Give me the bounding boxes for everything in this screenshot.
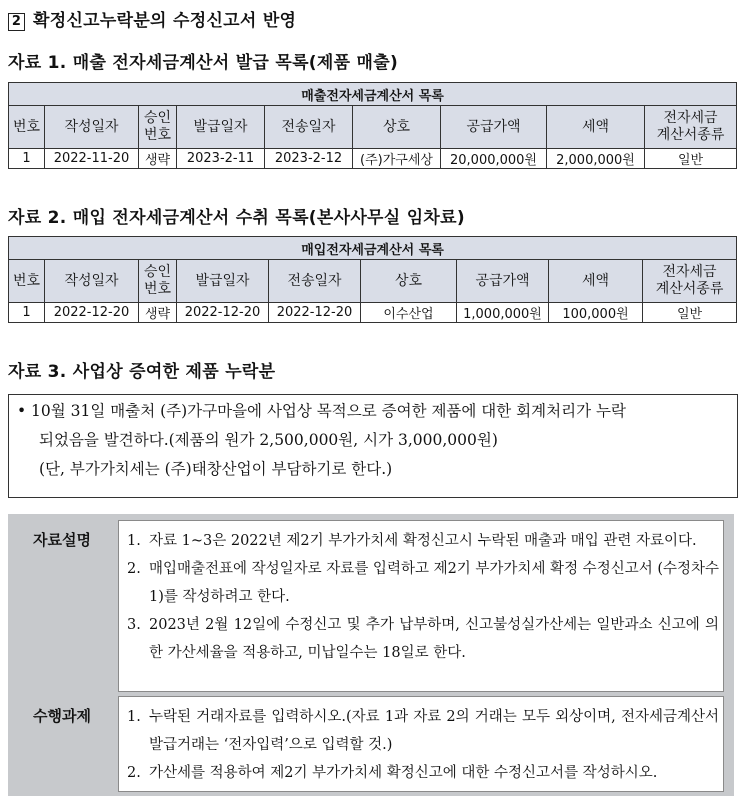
table-cell: 생략 <box>139 303 177 323</box>
section-number: 2 <box>8 13 25 31</box>
gift-text-2: 되었음을 발견하다.(제품의 원가 2,500,000원, 시가 3,000,000원) <box>39 431 498 449</box>
column-header: 세액 <box>549 260 643 303</box>
column-header: 공급가액 <box>441 106 547 149</box>
task-item: 2. 가산세를 적용하여 제2기 부가가치세 확정신고에 대한 수정신고서를 작성하시오. <box>127 765 658 781</box>
sales-invoice-table <box>8 82 737 169</box>
column-header: 전송일자 <box>269 260 361 303</box>
table-cell: 2,000,000원 <box>547 149 645 169</box>
column-header: 발급일자 <box>177 260 269 303</box>
section-title-text: 확정신고누락분의 수정신고서 반영 <box>33 11 297 31</box>
table-cell: 일반 <box>645 149 737 169</box>
column-header: 전송일자 <box>265 106 353 149</box>
column-header: 발급일자 <box>177 106 265 149</box>
table-cell: 2023-2-12 <box>265 149 353 169</box>
table-row <box>9 303 737 323</box>
table-cell: (주)가구세상 <box>353 149 441 169</box>
explanation-box <box>118 520 724 692</box>
table-cell: 2022-12-20 <box>269 303 361 323</box>
bullet: • <box>17 402 27 420</box>
column-header: 승인 번호 <box>139 106 177 149</box>
table-row <box>9 149 737 169</box>
gift-omission-box <box>8 394 738 498</box>
table-cell: 2023-2-11 <box>177 149 265 169</box>
table-cell: 1 <box>9 303 45 323</box>
table-caption: 매입전자세금계산서 목록 <box>9 237 737 260</box>
column-header: 번호 <box>9 260 45 303</box>
table-cell: 100,000원 <box>549 303 643 323</box>
explanation-item: 2. 매입매출전표에 작성일자로 자료를 입력하고 제2기 부가가치세 확정 수정신고서 (수정차수 1)를 작성하려고 한다. <box>127 561 720 605</box>
column-header: 승인 번호 <box>139 260 177 303</box>
tasks-label: 수행과제 <box>33 707 91 725</box>
gift-text-1: 10월 31일 매출처 (주)가구마을에 사업상 목적으로 증여한 제품에 대한 회계처리가 누락 <box>31 402 626 420</box>
column-header: 상호 <box>353 106 441 149</box>
table-cell: 2022-12-20 <box>45 303 139 323</box>
table-cell: 1 <box>9 149 45 169</box>
table-cell: 이수산업 <box>361 303 457 323</box>
column-header: 세액 <box>547 106 645 149</box>
table-caption: 매출전자세금계산서 목록 <box>9 83 737 106</box>
gift-text-3: (단, 부가가치세는 (주)태창산업이 부담하기로 한다.) <box>39 460 393 478</box>
table-header-row <box>9 106 737 149</box>
table-cell: 일반 <box>643 303 737 323</box>
table-cell: 생략 <box>139 149 177 169</box>
explanation-item: 3. 2023년 2월 12일에 수정신고 및 추가 납부하며, 신고불성실가산세는 일반과소 신고에 의한 가산세율을 적용하고, 미납일수는 18일로 한다. <box>127 617 719 661</box>
column-header: 전자세금 계산서종류 <box>645 106 737 149</box>
explanation-label: 자료설명 <box>33 531 91 549</box>
table-cell: 1,000,000원 <box>457 303 549 323</box>
table-cell: 2022-11-20 <box>45 149 139 169</box>
task-item: 1. 누락된 거래자료를 입력하시오.(자료 1과 자료 2의 거래는 모두 외상이며, 전자세금계산서 발급거래는 ‘전자입력’으로 입력할 것.) <box>127 709 719 753</box>
explanation-item: 1. 자료 1~3은 2022년 제2기 부가가치세 확정신고시 누락된 매출과 매입 관련 자료이다. <box>127 533 697 549</box>
column-header: 번호 <box>9 106 45 149</box>
tasks-box <box>118 696 724 792</box>
material1-heading: 자료 1. 매출 전자세금계산서 발급 목록(제품 매출) <box>8 53 399 73</box>
column-header: 상호 <box>361 260 457 303</box>
material2-heading: 자료 2. 매입 전자세금계산서 수취 목록(본사사무실 임차료) <box>8 208 465 228</box>
material3-heading: 자료 3. 사업상 증여한 제품 누락분 <box>8 362 276 382</box>
column-header: 전자세금 계산서종류 <box>643 260 737 303</box>
column-header: 작성일자 <box>45 106 139 149</box>
gift-line-1 <box>17 397 731 426</box>
table-cell: 20,000,000원 <box>441 149 547 169</box>
section-title <box>8 6 296 31</box>
column-header: 공급가액 <box>457 260 549 303</box>
column-header: 작성일자 <box>45 260 139 303</box>
purchase-invoice-table <box>8 236 737 323</box>
table-header-row <box>9 260 737 303</box>
table-cell: 2022-12-20 <box>177 303 269 323</box>
